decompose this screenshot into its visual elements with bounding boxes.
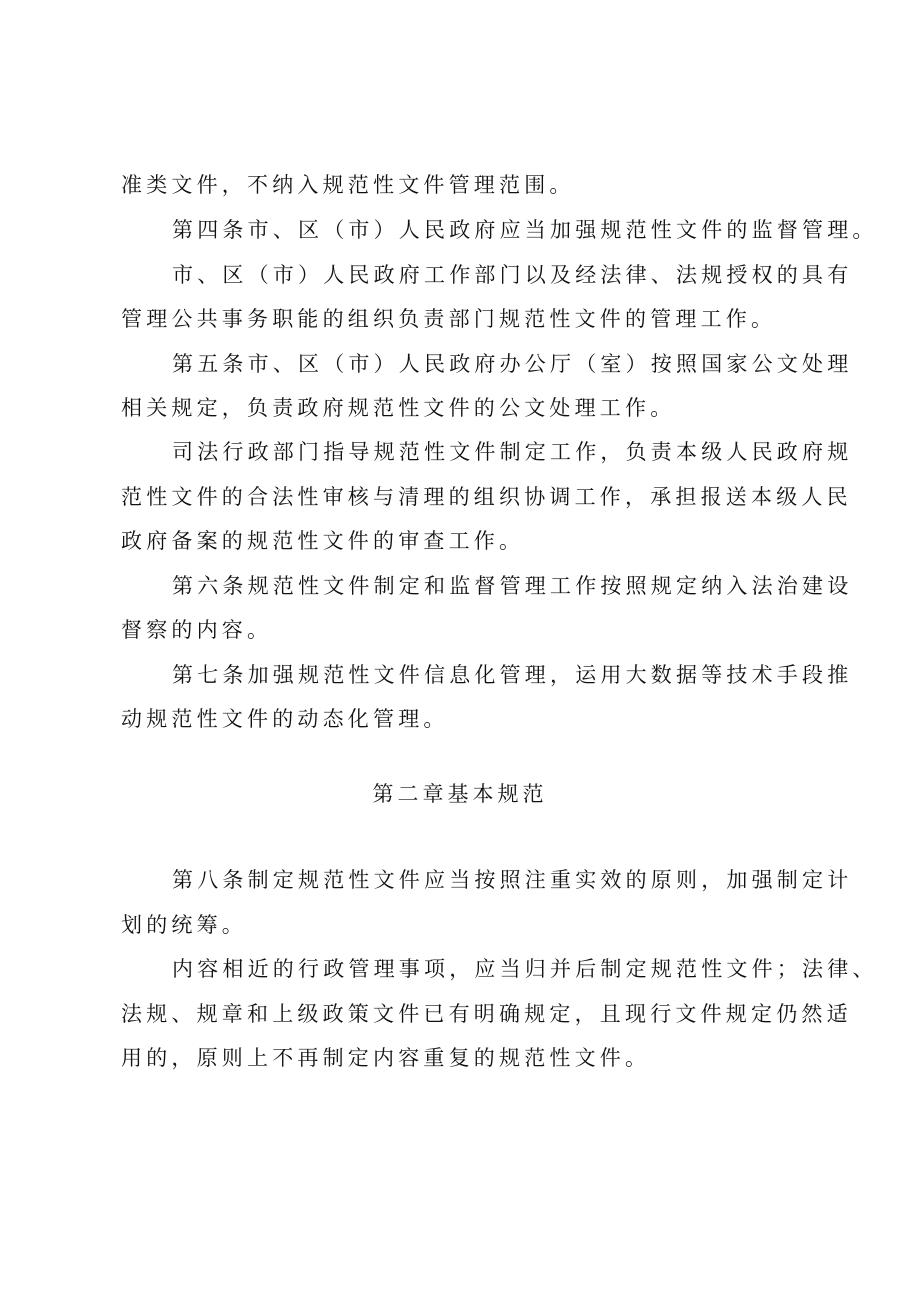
article-5-para-2-line-2: 范性文件的合法性审核与清理的组织协调工作，承担报送本级人民 <box>121 485 852 509</box>
article-4-para-2-line-1: 市、区（市）人民政府工作部门以及经法律、法规授权的具有 <box>172 263 853 287</box>
chapter-heading: 第二章基本规范 <box>372 782 548 806</box>
article-5-line-2: 相关规定，负责政府规范性文件的公文处理工作。 <box>121 396 676 420</box>
text-line-1: 准类文件，不纳入规范性文件管理范围。 <box>121 173 575 197</box>
article-8-para-2-line-1: 内容相近的行政管理事项，应当归并后制定规范性文件；法律、 <box>172 957 878 981</box>
article-8-para-2-line-3: 用的，原则上不再制定内容重复的规范性文件。 <box>121 1046 651 1070</box>
article-4-para-2-line-2: 管理公共事务职能的组织负责部门规范性文件的管理工作。 <box>121 307 777 331</box>
article-7-line-1: 第七条加强规范性文件信息化管理，运用大数据等技术手段推 <box>172 663 853 687</box>
article-4: 第四条市、区（市）人民政府应当加强规范性文件的监督管理。 <box>172 218 878 242</box>
article-6-line-2: 督察的内容。 <box>121 618 273 642</box>
article-5-para-2-line-1: 司法行政部门指导规范性文件制定工作，负责本级人民政府规 <box>172 440 853 464</box>
article-5-para-2-line-3: 政府备案的规范性文件的审查工作。 <box>121 529 525 553</box>
article-6-line-1: 第六条规范性文件制定和监督管理工作按照规定纳入法治建设 <box>172 574 853 598</box>
article-8-line-2: 划的统筹。 <box>121 913 247 937</box>
article-5-line-1: 第五条市、区（市）人民政府办公厅（室）按照国家公文处理 <box>172 352 853 376</box>
article-8-line-1: 第八条制定规范性文件应当按照注重实效的原则，加强制定计 <box>172 868 853 892</box>
article-7-line-2: 动规范性文件的动态化管理。 <box>121 707 449 731</box>
article-8-para-2-line-2: 法规、规章和上级政策文件已有明确规定，且现行文件规定仍然适 <box>121 1002 852 1026</box>
